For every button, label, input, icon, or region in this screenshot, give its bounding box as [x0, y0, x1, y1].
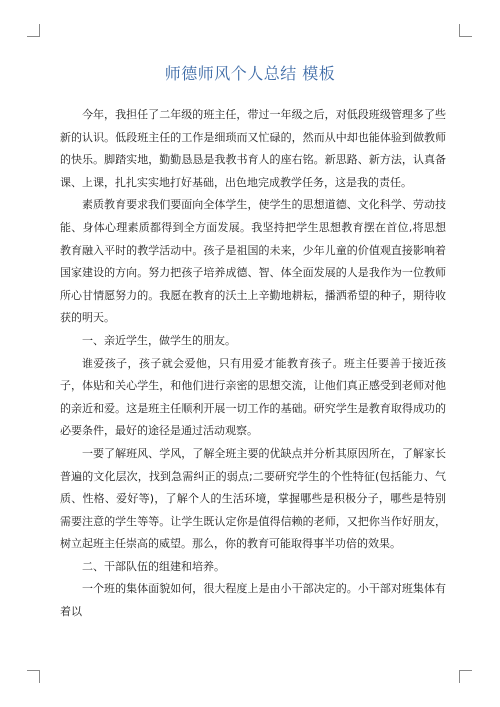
- paragraph-understand-class: 一要了解班风、学风，了解全班主要的优缺点并分析其原因所在，了解家长普遍的文化层次，找到急需纠正的弱点;二要研究学生的个性特征(包括能力、气质、性格、爱好等)，了解个人的生活环境，掌握哪些是积极分子，哪些是特别需要注意的学生等等。让学生既认定你是值得信赖的老师，又把你当作好朋友，树立起班主任崇高的威望。那么，你的教育可能取得事半功倍的效果。: [60, 446, 446, 551]
- crop-mark-bottom-right: [459, 670, 472, 683]
- crop-mark-bottom-left: [27, 670, 40, 683]
- crop-mark-top-right: [459, 24, 472, 37]
- document-body: [60, 104, 446, 624]
- paragraph-quality-education: 素质教育要求我们要面向全体学生，使学生的思想道德、文化科学、劳动技能、身体心理素质都得到全方面发展。我坚持把学生思想教育摆在首位,将思想教育融入平时的教学活动中。孩子是祖国的未来，少年儿童的价值观直接影响着国家建设的方向。努力把孩子培养成德、智、体全面发展的人是我作为一位教师所心甘情愿努力的。我愿在教育的沃土上辛勤地耕耘，播洒希望的种子，期待收获的明天。: [60, 198, 446, 325]
- section-heading-2: 二、干部队伍的组建和培养。: [82, 559, 225, 573]
- crop-mark-top-left: [27, 24, 40, 37]
- section-heading-1: 一、亲近学生，做学生的朋友。: [82, 333, 236, 347]
- paragraph-class-cadres: 一个班的集体面貌如何，很大程度上是由小干部决定的。小干部对班集体有着以: [60, 582, 446, 619]
- document-title: 师德师风个人总结 模板: [164, 64, 336, 83]
- paragraph-love-students: 谁爱孩子，孩子就会爱他，只有用爱才能教育孩子。班主任要善于接近孩子，体贴和关心学生，和他们进行亲密的思想交流，让他们真正感受到老师对他的亲近和爱。这是班主任顺利开展一切工作的基础。研究学生是教育取得成功的必要条件，最好的途径是通过活动观察。: [60, 356, 446, 438]
- paragraph-intro: 今年，我担任了二年级的班主任，带过一年级之后，对低段班级管理多了些新的认识。低段班主任的工作是细琐而又忙碌的，然而从中却也能体验到做教师的快乐。脚踏实地，勤勤恳恳是我教书育人的座右铭。新思路、新方法，认真备课、上课，扎扎实实地打好基础，出色地完成教学任务，这是我的责任。: [60, 108, 446, 189]
